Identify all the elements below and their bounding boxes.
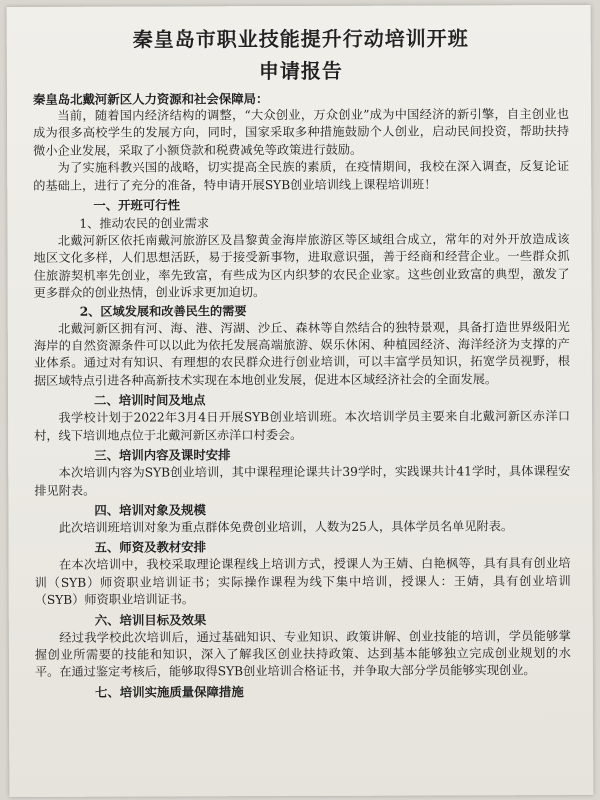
section-paragraph: 在本次培训中，我校采取理论课程线上培训方式，授课人为王婧、白艳枫等，具有具有创业培训（SYB）师资职业培训证书；实际操作课程为线下集中培训，授课人：王婧，具有创业培训（SYB）师资职业培训证书。 [34, 556, 571, 608]
section-heading: 七、培训实施质量保障措施 [94, 683, 244, 700]
subsection-heading: 2、区域发展和改善民生的需要 [79, 303, 247, 319]
document-title: 秦皇岛市职业技能提升行动培训开班 [132, 26, 469, 52]
section-paragraph: 北戴河新区依托南戴河旅游区及昌黎黄金海岸旅游区等区域组合成立，常年的对外开放造成该地区文化多样，人们思想活跃，易于接受新事物，进取意识强，善于经商和经营企业。一些群众抓住旅游契机率先创业，率先致富，有些成为区内织梦的农民企业家。这些创业致富的典型，激发了更多群众的创业热情，创业诉求更加迫切。 [33, 232, 570, 301]
section-heading: 四、培训对象及规模 [94, 502, 206, 518]
addressee: 秦皇岛北戴河新区人力资源和社会保障局： [32, 91, 269, 107]
section-heading: 二、培训时间及地点 [93, 392, 206, 409]
section-heading: 一、开班可行性 [93, 197, 181, 213]
section-paragraph: 此次培训班培训对象为重点群体免费创业培训，人数为25人，具体学员名单见附表。 [58, 519, 514, 535]
subsection-heading: 1、推动农民的创业需求 [79, 216, 210, 231]
intro-paragraph: 为了实施科教兴国的战略，切实提高全民族的素质，在疫情期间，我校在深入调查，反复论证的基础上，进行了充分的准备，特申请开展SYB创业培训线上课程培训班！ [33, 159, 570, 193]
section-paragraph: 经过我学校此次培训后，通过基础知识、专业知识、政策讲解、创业技能的培训，学员能够掌握创业所需要的技能和知识，深入了解我区创业扶持政策、达到基本能够独立完成创业规划的水平。在通过鉴定考核后，能够取得SYB创业培训合格证书，并争取大部分学员能够实现创业。 [34, 628, 571, 680]
section-paragraph: 我学校计划于2022年3月4日开展SYB创业培训班。本次培训学员主要来自北戴河新区赤洋口村，线下培训地点位于北戴河新区赤洋口村委会。 [34, 409, 571, 443]
section-paragraph: 北戴河新区拥有河、海、港、泻湖、沙丘、森林等自然结合的独特景观，具备打造世界级阳光海岸的自然资源条件可以以此为依托发展高端旅游、娱乐休闲、种植园经济、海洋经济为支撑的产业体系。通过对有知识、有理想的农民群众进行创业培训，可以丰富学员知识，拓宽学员视野，根据区域特点引进各种高新技术实现在本地创业发展，促进本区域经济社会的全面发展。 [33, 319, 570, 388]
section-heading: 六、培训目标及效果 [94, 611, 207, 628]
section-paragraph: 本次培训内容为SYB创业培训，其中课程理论课共计39学时，实践课共计41学时，具体课程安排见附表。 [34, 464, 571, 498]
section-heading: 三、培训内容及课时安排 [94, 447, 231, 463]
document-subtitle: 申请报告 [258, 58, 343, 84]
section-heading: 五、师资及教材安排 [94, 539, 207, 556]
document-page [7, 5, 594, 797]
intro-paragraph: 当前，随着国内经济结构的调整，“大众创业，万众创业”成为中国经济的新引擎，自主创业也成为很多高校学生的发展方向，同时，国家采取多种措施鼓励个人创业，启动民间投资，帮助扶持微小企业发展，采取了小额贷款和税费减免等政策进行鼓励。 [33, 107, 570, 158]
document-content [33, 25, 571, 702]
